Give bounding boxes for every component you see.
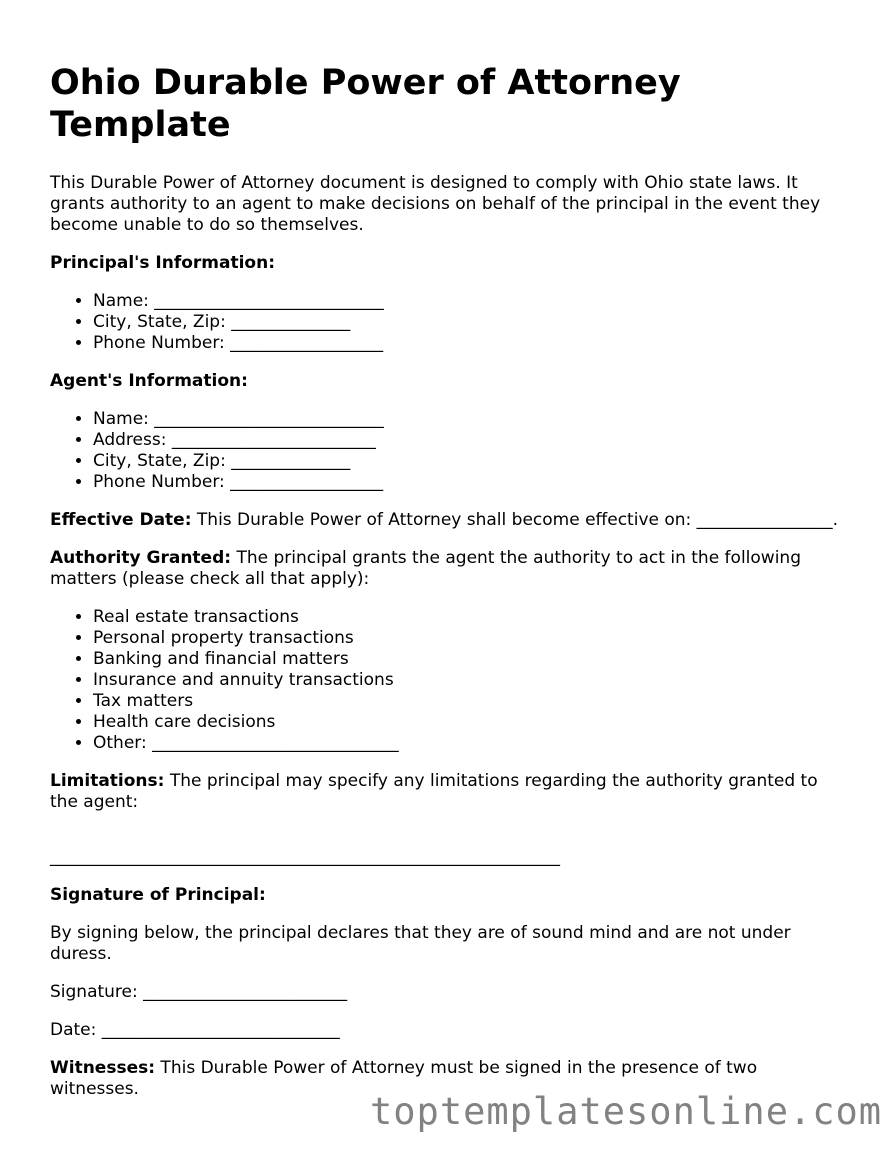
witnesses-label: Witnesses: bbox=[50, 1058, 156, 1078]
document-title: Ohio Durable Power of Attorney Template bbox=[50, 63, 681, 145]
agent-heading: Agent's Information: bbox=[50, 371, 248, 391]
document-page bbox=[50, 62, 850, 1117]
effective-date-label: Effective Date: bbox=[50, 510, 192, 530]
agent-name-item: • Name: ___________________________ bbox=[93, 409, 850, 430]
intro-paragraph: This Durable Power of Attorney document is designed to comply with Ohio state laws. It grants authority to an agent to make decisions on behalf of the principal in the event they become unable to do so themselves. bbox=[50, 173, 821, 235]
signature-heading: Signature of Principal: bbox=[50, 885, 266, 905]
authority-list bbox=[50, 607, 850, 754]
authority-item-other: • Other: _____________________________ bbox=[93, 733, 850, 754]
principal-city-item: • City, State, Zip: ______________ bbox=[93, 312, 850, 333]
authority-paragraph bbox=[50, 548, 850, 590]
site-watermark: toptemplatesonline.com bbox=[370, 1090, 883, 1133]
principal-phone-item: • Phone Number: __________________ bbox=[93, 333, 850, 354]
principal-name-item: • Name: ___________________________ bbox=[93, 291, 850, 312]
limitations-blank-line: ____________________________________________________________ bbox=[50, 847, 560, 867]
limitations-label: Limitations: bbox=[50, 771, 165, 791]
limitations-paragraph bbox=[50, 771, 850, 813]
authority-item-banking: • Banking and financial matters bbox=[93, 649, 850, 670]
authority-label: Authority Granted: bbox=[50, 548, 232, 568]
authority-item-tax: • Tax matters bbox=[93, 691, 850, 712]
agent-address-item: • Address: ________________________ bbox=[93, 430, 850, 451]
agent-info-list bbox=[50, 409, 850, 493]
witnesses-text: This Durable Power of Attorney must be signed in the presence of two witnesses. bbox=[50, 1058, 758, 1099]
agent-phone-item: • Phone Number: __________________ bbox=[93, 472, 850, 493]
authority-item-insurance: • Insurance and annuity transactions bbox=[93, 670, 850, 691]
limitations-gap bbox=[50, 830, 850, 847]
authority-item-health-care: • Health care decisions bbox=[93, 712, 850, 733]
effective-date-paragraph bbox=[50, 510, 850, 531]
signature-line: Signature: ________________________ bbox=[50, 982, 348, 1002]
date-line: Date: ____________________________ bbox=[50, 1020, 340, 1040]
principal-heading: Principal's Information: bbox=[50, 253, 275, 273]
effective-date-text: This Durable Power of Attorney shall become effective on: ________________. bbox=[191, 510, 839, 530]
authority-item-personal-property: • Personal property transactions bbox=[93, 628, 850, 649]
limitations-text: The principal may specify any limitations regarding the authority granted to the agent: bbox=[50, 771, 818, 812]
authority-item-real-estate: • Real estate transactions bbox=[93, 607, 850, 628]
principal-info-list bbox=[50, 291, 850, 354]
authority-text: The principal grants the agent the authority to act in the following matters (please check all that apply): bbox=[50, 548, 801, 589]
agent-city-item: • City, State, Zip: ______________ bbox=[93, 451, 850, 472]
signature-declaration: By signing below, the principal declares that they are of sound mind and are not under duress. bbox=[50, 923, 791, 964]
